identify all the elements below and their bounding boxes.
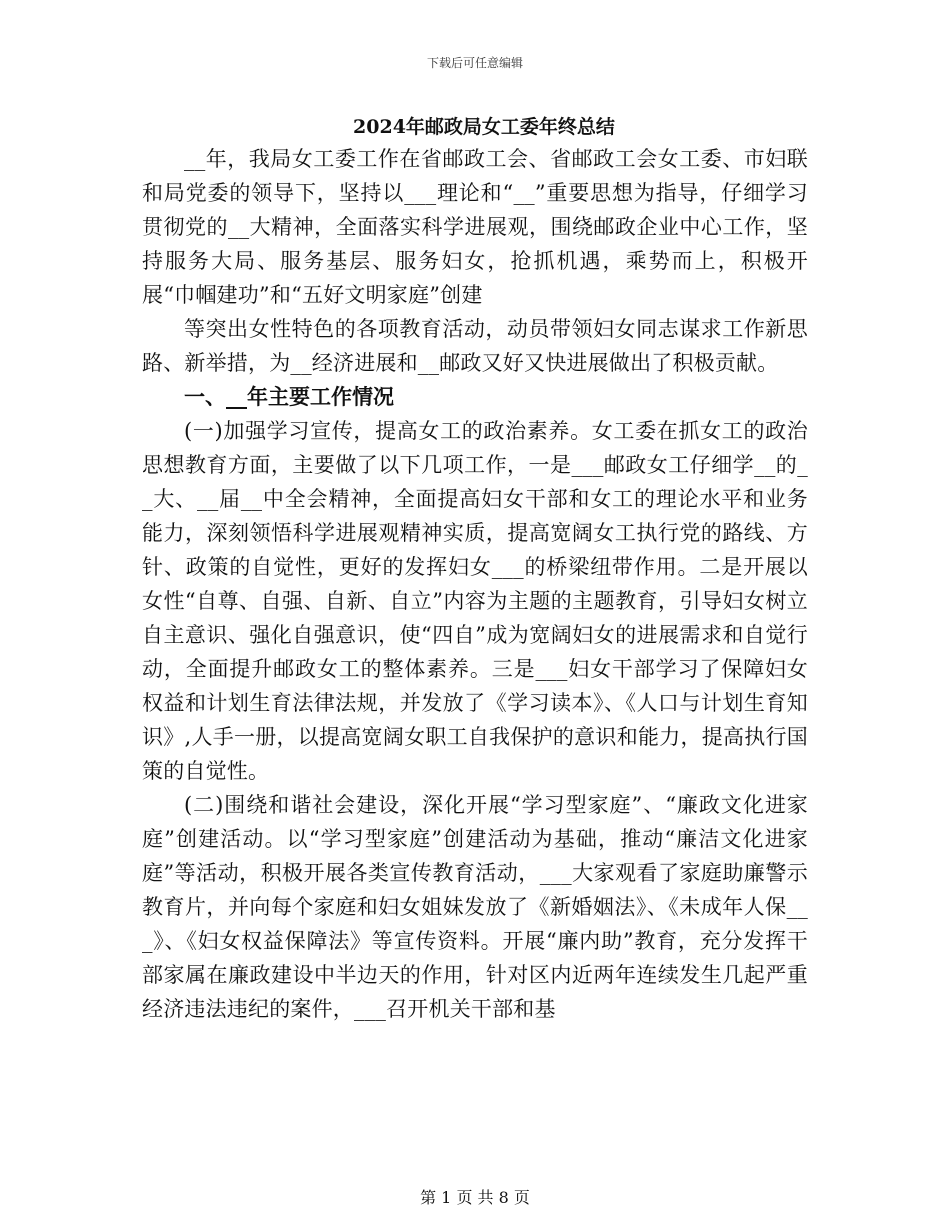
section-heading: 一、__年主要工作情况: [184, 384, 394, 409]
intro-paragraph-1: __年，我局女工委工作在省邮政工会、省邮政工会女工委、市妇联和局党委的领导下，坚持以___理论和“__”重要思想为指导，仔细学习贯彻党的__大精神，全面落实科学进展观，围绕邮政企业中心工作，坚持服务大局、服务基层、服务妇女，抢抓机遇，乘势而上，积极开展“巾帼建功”和“五好文明家庭”创建: [142, 147, 808, 307]
page-number-footer: 第 1 页 共 8 页: [420, 1188, 530, 1207]
intro-paragraph-2: 等突出女性特色的各项教育活动，动员带领妇女同志谋求工作新思路、新举措，为__经济进展和__邮政又好又快进展做出了积极贡献。: [142, 317, 808, 375]
section-paragraph-2: (二)围绕和谐社会建设，深化开展“学习型家庭”、“廉政文化进家庭”创建活动。以“学习型家庭”创建活动为基础，推动“廉洁文化进家庭”等活动，积极开展各类宣传教育活动，___大家观看了家庭助廉警示教育片，并向每个家庭和妇女姐妹发放了《新婚姻法》、《未成年人保___》、《妇女权益保障法》等宣传资料。开展“廉内助”教育，充分发挥干部家属在廉政建设中半边天的作用，针对区内近两年连续发生几起严重经济违法违纪的案件，___召开机关干部和基: [142, 793, 808, 1021]
page-header-note: 下载后可任意编辑: [426, 56, 523, 70]
section-paragraph-1: (一)加强学习宣传，提高女工的政治素养。女工委在抓女工的政治思想教育方面，主要做了以下几项工作，一是___邮政女工仔细学__的__大、__届__中全会精神，全面提高妇女干部和女工的理论水平和业务能力，深刻领悟科学进展观精神实质，提高宽阔女工执行党的路线、方针、政策的自觉性，更好的发挥妇女___的桥梁纽带作用。二是开展以女性“自尊、自强、自新、自立”内容为主题的主题教育，引导妇女树立自主意识、强化自强意识，使“四自”成为宽阔妇女的进展需求和自觉行动，全面提升邮政女工的整体素养。三是___妇女干部学习了保障妇女权益和计划生育法律法规，并发放了《学习读本》、《人口与计划生育知识》,人手一册，以提高宽阔女职工自我保护的意识和能力，提高执行国策的自觉性。: [142, 419, 808, 783]
document-title: 2024年邮政局女工委年终总结: [353, 116, 615, 138]
document-body: [142, 112, 808, 1026]
